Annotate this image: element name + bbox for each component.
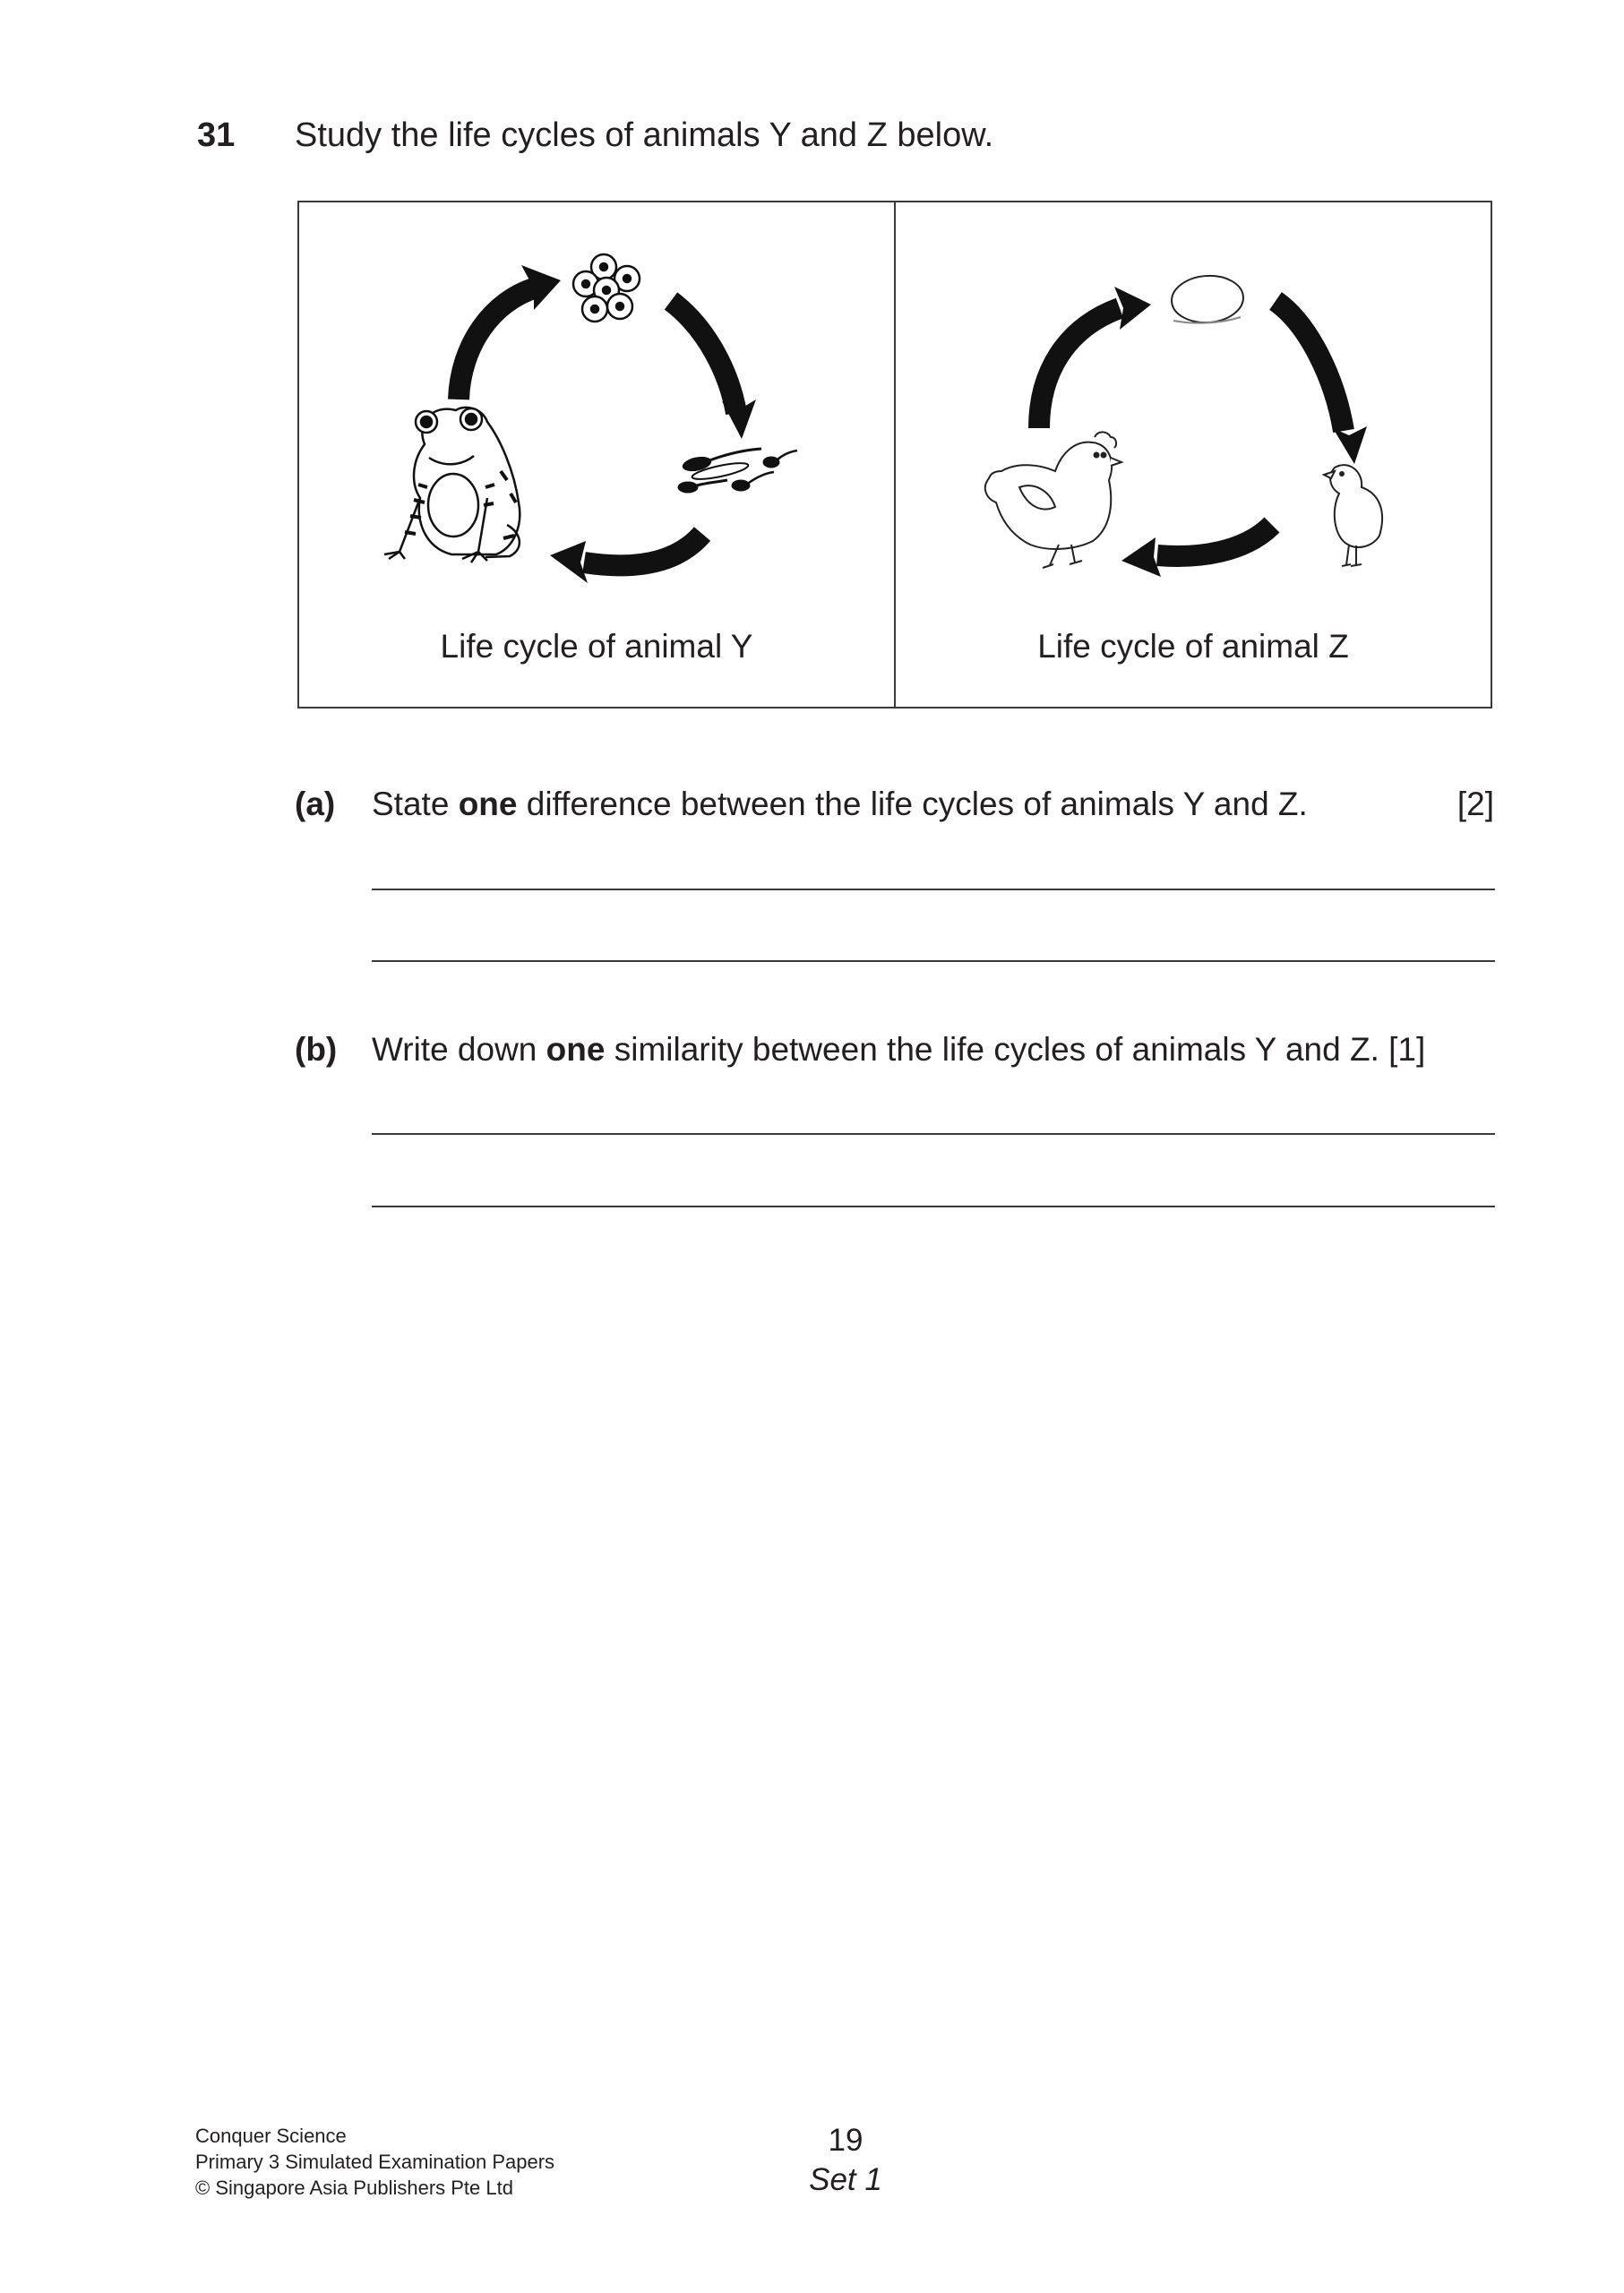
panel-label-y: Life cycle of animal Y xyxy=(440,628,753,665)
cycle-arrow-icon xyxy=(459,265,561,399)
part-a-label: (a) xyxy=(295,786,336,822)
panel-label-z: Life cycle of animal Z xyxy=(1037,628,1349,665)
set-label: Set 1 xyxy=(809,2162,882,2197)
answer-line-a-2[interactable] xyxy=(372,960,1495,962)
part-b-marks: [1] xyxy=(1388,1031,1426,1068)
footer-copyright: © Singapore Asia Publishers Pte Ltd xyxy=(195,2177,513,2199)
part-b-text-start: Write down xyxy=(372,1031,546,1068)
chicken-egg-icon xyxy=(1170,273,1244,324)
tadpoles-icon xyxy=(678,449,797,493)
part-a-text-start: State xyxy=(372,786,459,822)
answer-line-b-2[interactable] xyxy=(372,1206,1495,1207)
question-prompt: Study the life cycles of animals Y and Z below. xyxy=(295,116,994,154)
part-a-text-end: difference between the life cycles of animals Y and Z. xyxy=(517,786,1308,822)
cycle-arrow-icon xyxy=(1276,301,1367,464)
part-a-marks: [2] xyxy=(1456,786,1494,822)
footer-series: Primary 3 Simulated Examination Papers xyxy=(195,2151,555,2173)
part-b-emphasis: one xyxy=(546,1031,606,1068)
footer-book-title: Conquer Science xyxy=(195,2125,347,2147)
adult-frog-icon xyxy=(384,408,520,563)
frog-life-cycle-illustration xyxy=(299,202,894,623)
panel-animal-z xyxy=(896,202,1491,707)
part-b-label: (b) xyxy=(295,1031,338,1068)
cycle-arrow-icon xyxy=(550,534,702,583)
chick-icon xyxy=(1324,465,1382,566)
adult-hen-icon xyxy=(985,432,1121,568)
question-number: 31 xyxy=(197,116,236,154)
answer-line-b-1[interactable] xyxy=(372,1133,1495,1135)
cycle-arrow-icon xyxy=(671,301,756,439)
part-a-emphasis: one xyxy=(458,786,518,822)
answer-line-a-1[interactable] xyxy=(372,889,1495,890)
cycle-arrow-icon xyxy=(1121,525,1272,577)
chicken-life-cycle-illustration xyxy=(896,202,1491,623)
part-b-question xyxy=(372,1030,1425,1069)
part-a-question xyxy=(372,785,1308,824)
panel-animal-y xyxy=(299,202,894,707)
cycle-arrow-icon xyxy=(1039,287,1151,428)
page-number: 19 xyxy=(828,2123,864,2158)
life-cycle-figure xyxy=(297,201,1492,709)
frog-eggs-icon xyxy=(573,254,640,322)
part-b-text-end: similarity between the life cycles of animals Y and Z. xyxy=(605,1031,1379,1068)
footer-publisher-info xyxy=(195,2123,554,2201)
